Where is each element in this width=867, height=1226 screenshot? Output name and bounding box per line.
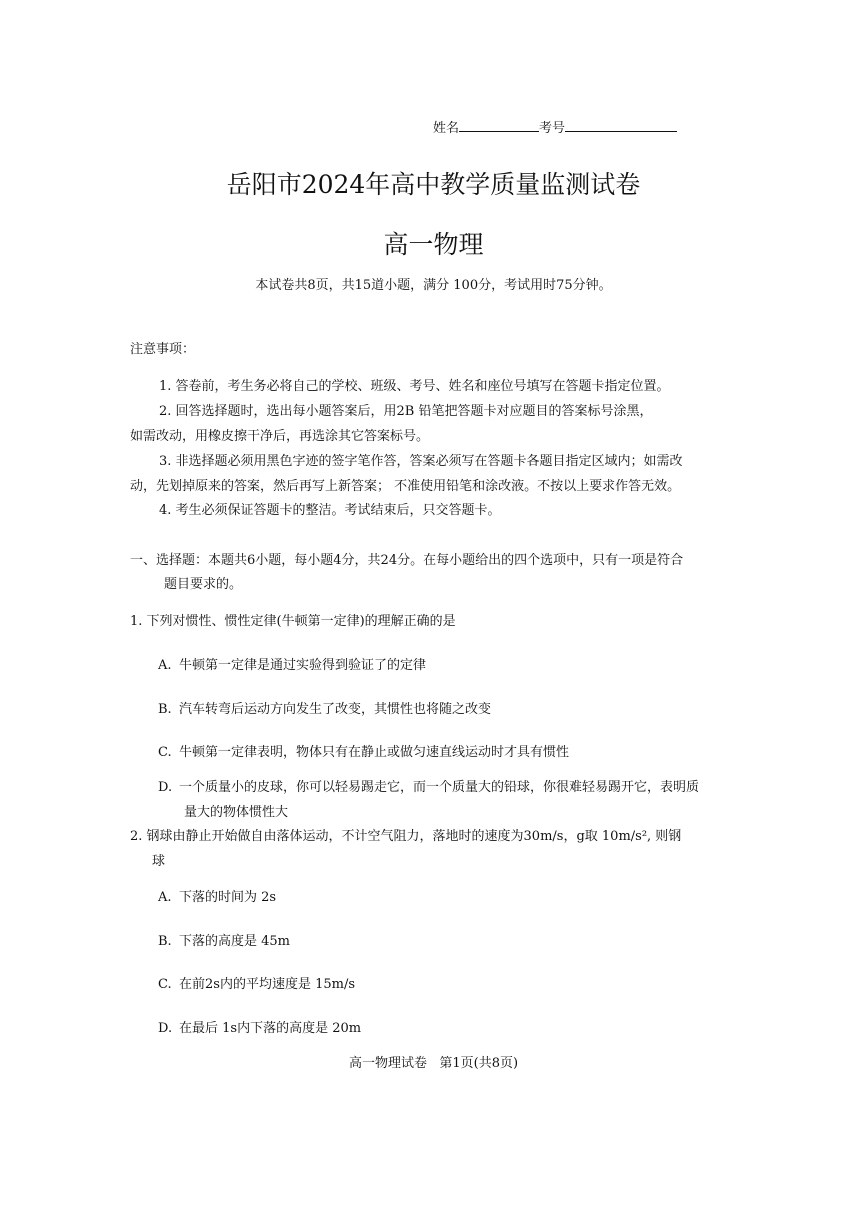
page-footer: 高一物理试卷 第1页(共8页) (348, 1056, 519, 1071)
notice-item-4: 4. 考生必须保证答题卡的整洁。考试结束后，只交答题卡。 (159, 503, 501, 518)
option-letter: B. (158, 702, 172, 717)
section-heading-cont: 题目要求的。 (164, 577, 243, 592)
option-letter: D. (158, 780, 173, 795)
option-letter: B. (158, 934, 172, 949)
option-letter: A. (158, 658, 172, 673)
option-text: 在最后 1s内下落的高度是 20m (179, 1021, 362, 1036)
option-text: 下落的时间为 2s (179, 890, 277, 905)
option-text: 在前2s内的平均速度是 15m/s (179, 977, 355, 992)
notice-item-3: 3. 非选择题必须用黑色字迹的签字笔作答，答案必须写在答题卡各题目指定区域内；如需改 (159, 454, 683, 469)
notice-item-1: 1. 答卷前，考生务必将自己的学校、班级、考号、姓名和座位号填写在答题卡指定位置。 (159, 379, 670, 394)
name-label: 姓名 (433, 121, 460, 136)
question-1-option-d[interactable] (158, 778, 699, 798)
exam-title: 岳阳市2024年高中教学质量监测试卷 (226, 170, 641, 199)
question-2-stem-cont: 球 (152, 854, 166, 869)
question-2-option-c[interactable] (158, 975, 355, 995)
question-2-option-d[interactable] (158, 1019, 361, 1039)
question-2-option-b[interactable] (158, 932, 290, 952)
name-blank-field[interactable] (459, 117, 539, 132)
section-heading: 一、选择题：本题共6小题，每小题4分，共24分。在每小题给出的四个选项中，只有一项是符合 (130, 553, 684, 568)
notice-item-3-cont: 动，先划掉原来的答案，然后再写上新答案； 不准使用铅笔和涂改液。不按以上要求作答无效。 (130, 479, 681, 494)
option-letter: A. (158, 890, 172, 905)
option-text: 一个质量小的皮球，你可以轻易踢走它，而一个质量大的铅球，你很难轻易踢开它，表明质 (179, 780, 700, 795)
student-info-line (433, 117, 677, 139)
exam-number-label: 考号 (539, 121, 566, 136)
question-1-option-c[interactable] (158, 743, 569, 763)
question-1-option-d-cont: 量大的物体惯性大 (184, 805, 289, 820)
notice-item-2-cont: 如需改动，用橡皮擦干净后，再选涂其它答案标号。 (130, 429, 430, 444)
option-text: 汽车转弯后运动方向发生了改变，其惯性也将随之改变 (179, 702, 492, 717)
exam-number-blank-field[interactable] (565, 117, 677, 132)
exam-info: 本试卷共8页，共15道小题，满分 100分，考试用时75分钟。 (255, 278, 612, 293)
option-letter: C. (158, 745, 172, 760)
question-1-option-b[interactable] (158, 700, 491, 720)
notice-heading: 注意事项： (130, 342, 196, 357)
option-text: 牛顿第一定律是通过实验得到验证了的定律 (179, 658, 427, 673)
subject-title: 高一物理 (383, 230, 484, 259)
question-2-option-a[interactable] (158, 888, 276, 908)
notice-item-2: 2. 回答选择题时，选出每小题答案后，用2B 铅笔把答题卡对应题目的答案标号涂黑， (159, 404, 653, 419)
question-1-stem: 1. 下列对惯性、惯性定律(牛顿第一定律)的理解正确的是 (130, 614, 456, 629)
question-1-option-a[interactable] (158, 656, 426, 676)
option-text: 下落的高度是 45m (179, 934, 291, 949)
option-letter: D. (158, 1021, 173, 1036)
question-2-stem: 2. 钢球由静止开始做自由落体运动，不计空气阻力，落地时的速度为30m/s，g取 10m/s², 则钢 (130, 829, 682, 844)
option-letter: C. (158, 977, 172, 992)
option-text: 牛顿第一定律表明，物体只有在静止或做匀速直线运动时才具有惯性 (179, 745, 570, 760)
